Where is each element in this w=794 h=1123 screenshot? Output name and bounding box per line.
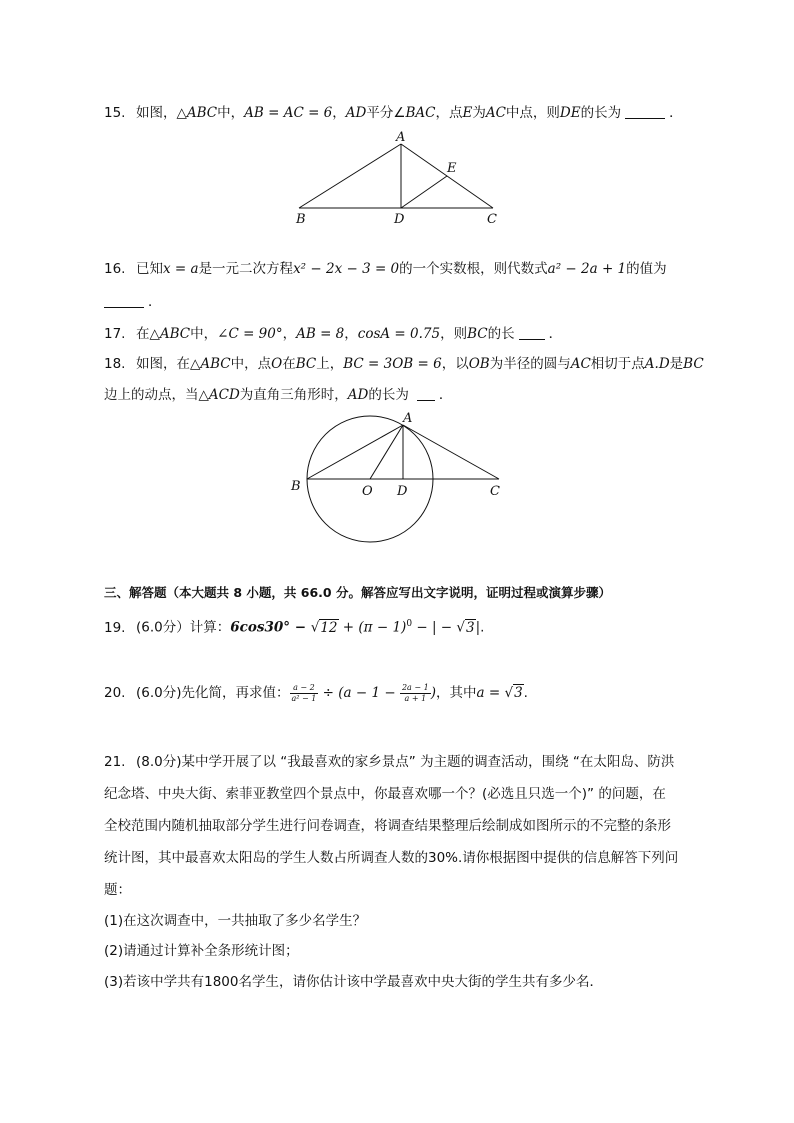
- q21-line4: 统计图，其中最喜欢太阳岛的学生人数占所调查人数的30%.请你根据图中提供的信息解答下列问: [104, 850, 679, 866]
- math: AD: [345, 105, 367, 121]
- text: 先化简，再求值：: [181, 685, 290, 701]
- q17-number: 17.: [104, 326, 126, 342]
- text: 边上的动点，当: [104, 387, 199, 403]
- text: 如图，: [136, 105, 177, 121]
- text: 中，: [190, 326, 218, 342]
- math: △ACD: [198, 387, 240, 403]
- math: AD: [347, 387, 369, 403]
- text: 在: [136, 326, 150, 342]
- math: ÷ (a − 1 −: [318, 685, 400, 701]
- text: 的一个实数根，则代数式: [399, 261, 548, 277]
- q16-line2: [104, 292, 162, 312]
- math: OB: [468, 356, 490, 372]
- label-c: C: [490, 484, 500, 499]
- exponent: 0: [406, 619, 413, 629]
- text: ，: [344, 326, 358, 342]
- text: ，以: [441, 356, 469, 372]
- answer-blank: [519, 325, 545, 340]
- math: BAC: [405, 105, 436, 121]
- text: 的长为: [580, 105, 622, 121]
- q21-line3: 全校范围内随机抽取部分学生进行问卷调查，将调查结果整理后绘制成如图所示的不完整的条形: [104, 818, 671, 834]
- text: 计算：: [189, 619, 231, 636]
- segment-ac: [403, 425, 499, 479]
- text: ，: [332, 105, 346, 121]
- q21-number: 21.: [104, 754, 126, 770]
- q21-sub1: (1)在这次调查中，一共抽取了多少名学生？: [104, 913, 367, 929]
- math: AC: [570, 356, 591, 372]
- q16-number: 16.: [104, 261, 126, 277]
- text: (8.0分)某中学开展了以 “我最喜欢的家乡景点” 为主题的调查活动，围绕 “在太阳岛、防洪: [136, 754, 675, 770]
- math: BC: [683, 356, 704, 372]
- math: |: [475, 619, 481, 636]
- math: AC: [485, 105, 506, 121]
- q21-line2: 纪念塔、中央大街、索菲亚教堂四个景点中，你最喜欢哪一个？(必选且只选一个)” 的问题，在: [104, 786, 666, 802]
- math: a =: [476, 685, 505, 701]
- text: 平分∠: [366, 105, 406, 121]
- q18-line2: [104, 385, 452, 405]
- segment-ab: [299, 144, 401, 208]
- segment-ab: [307, 425, 403, 479]
- section-3-title: 三、解答题（本大题共 8 小题，共 66.0 分。解答应写出文字说明，证明过程或演算步骤）: [104, 585, 611, 600]
- math: E: [462, 105, 473, 121]
- text: 是一元二次方程: [198, 261, 294, 277]
- fraction-2: [400, 683, 431, 704]
- q17-text: [104, 324, 562, 344]
- segment-oa: [370, 425, 403, 479]
- math: O: [271, 356, 283, 372]
- q15-figure: [290, 125, 510, 225]
- label-c: C: [487, 212, 497, 225]
- math: 3: [466, 619, 475, 636]
- math: x² − 2x − 3 = 0: [293, 261, 400, 277]
- math: x = a: [163, 261, 199, 277]
- math: + (π − 1): [338, 619, 407, 636]
- math: ∠C = 90°: [217, 326, 283, 342]
- q16-text: [104, 259, 667, 279]
- score: (6.0分）: [136, 619, 190, 636]
- q15-text: [104, 103, 683, 123]
- label-d: D: [397, 484, 408, 499]
- math: 12: [320, 619, 338, 636]
- answer-blank: [104, 293, 144, 308]
- text: 已知: [136, 261, 163, 277]
- text: ，点: [435, 105, 463, 121]
- math: − | −: [412, 619, 457, 636]
- q21-sub3: (3)若该中学共有1800名学生，请你估计该中学最喜欢中央大街的学生共有多少名．: [104, 974, 603, 990]
- denominator: a² − 1: [291, 693, 317, 703]
- text: ，其中: [436, 685, 477, 701]
- q18-number: 18.: [104, 356, 126, 372]
- q18-text: [104, 354, 704, 374]
- q20-text: [104, 680, 528, 706]
- q21-line1: [104, 752, 674, 772]
- math: BC = 3OB = 6: [343, 356, 442, 372]
- text: 的长: [487, 326, 515, 342]
- label-e: E: [447, 161, 457, 176]
- math: △ABC: [176, 105, 218, 121]
- text: ．: [148, 294, 162, 310]
- sqrt-sign: √: [310, 619, 320, 636]
- math: 6cos30° −: [230, 619, 311, 636]
- label-a: A: [396, 130, 406, 145]
- math: AB = AC = 6: [244, 105, 333, 121]
- answer-blank: [417, 386, 435, 401]
- text: 如图，在: [136, 356, 190, 372]
- numerator: 2a − 1: [401, 682, 429, 692]
- q21-sub2: (2)请通过计算补全条形统计图；: [104, 943, 299, 959]
- text: 在: [282, 356, 296, 372]
- math: BC: [295, 356, 317, 372]
- q18-figure: [285, 405, 515, 575]
- numerator: a − 2: [290, 683, 319, 694]
- label-d: D: [394, 212, 405, 225]
- math: AB = 8: [296, 326, 345, 342]
- denominator: a + 1: [404, 693, 427, 703]
- text: 为半径的圆与: [489, 356, 571, 372]
- sqrt-sign: √: [504, 685, 514, 701]
- math: △ABC: [190, 356, 231, 372]
- text: 中点，则: [505, 105, 560, 121]
- text: 上，: [316, 356, 344, 372]
- label-b: B: [291, 479, 301, 494]
- text: 相切于点: [590, 356, 645, 372]
- q19-text: [104, 614, 484, 638]
- math: DE: [559, 105, 581, 121]
- text: 为: [472, 105, 486, 121]
- segment-de: [401, 176, 447, 208]
- text: .: [523, 685, 528, 701]
- q20-number: 20.: [104, 685, 126, 701]
- text: 中，点: [230, 356, 272, 372]
- math: △ABC: [149, 326, 191, 342]
- text: 是: [669, 356, 684, 372]
- text: ，: [282, 326, 297, 342]
- text: 为直角三角形时，: [239, 387, 348, 403]
- math: a² − 2a + 1: [547, 261, 627, 277]
- answer-blank: [625, 104, 665, 119]
- text: 中，: [217, 105, 245, 121]
- q19-number: 19.: [104, 619, 126, 636]
- math: 3: [514, 685, 523, 701]
- text: 的长为: [368, 387, 409, 403]
- label-a: A: [403, 411, 413, 426]
- text: ．: [669, 105, 683, 121]
- sqrt-sign: √: [456, 619, 465, 636]
- q21-line5: 题：: [104, 882, 131, 898]
- text: .: [480, 619, 485, 636]
- text: ．: [438, 387, 453, 403]
- math: BC: [467, 326, 488, 342]
- text: ，则: [440, 326, 468, 342]
- label-b: B: [296, 212, 306, 225]
- fraction-1: [290, 683, 319, 704]
- math: ): [430, 685, 436, 701]
- q15-number: 15.: [104, 105, 126, 121]
- label-o: O: [362, 484, 373, 499]
- math: cosA = 0.75: [357, 326, 441, 342]
- math: A.D: [644, 356, 670, 372]
- text: ．: [548, 326, 563, 342]
- text: 的值为: [626, 261, 667, 277]
- score: (6.0分): [136, 685, 182, 701]
